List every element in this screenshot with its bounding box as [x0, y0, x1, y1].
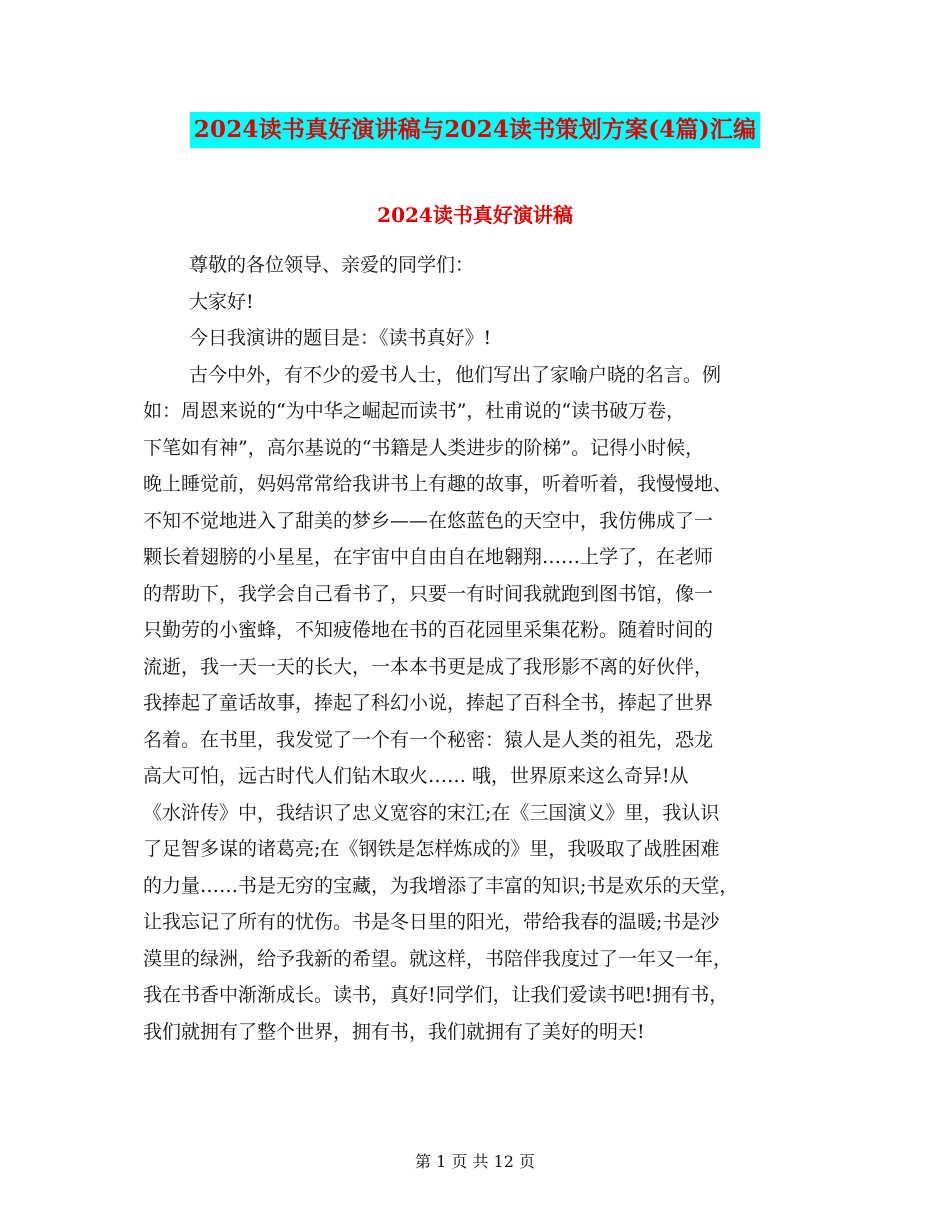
paragraph-line: 古今中外，有不少的爱书人士，他们写出了家喻户晓的名言。例 [189, 363, 722, 386]
paragraph-line: 的帮助下，我学会自己看书了，只要一有时间我就跑到图书馆，像一 [143, 582, 714, 605]
speech-body [143, 219, 815, 1050]
paragraph-line: 的力量……书是无穷的宝藏，为我增添了丰富的知识;书是欢乐的天堂， [143, 874, 739, 897]
paragraph-line: 流逝，我一天一天的长大，一本本书更是成了我形影不离的好伙伴， [143, 655, 714, 678]
paragraph-line: 了足智多谋的诸葛亮;在《钢铁是怎样炼成的》里，我吸取了战胜困难 [143, 838, 720, 860]
document-title: 2024读书真好演讲稿与2024读书策划方案(4篇)汇编 [190, 112, 760, 148]
greeting-line: 大家好! [189, 290, 254, 313]
paragraph-line: 颗长着翅膀的小星星，在宇宙中自由自在地翱翔……上学了，在老师 [143, 546, 714, 568]
paragraph-line: 只勤劳的小蜜蜂，不知疲倦地在书的百花园里采集花粉。随着时间的 [143, 619, 714, 641]
paragraph-line: 高大可怕，远古时代人们钻木取火…… 哦，世界原来这么奇异!从 [143, 765, 689, 787]
paragraph-line: 晚上睡觉前，妈妈常常给我讲书上有趣的故事，听着听着，我慢慢地、 [143, 473, 733, 495]
section-title: 2024读书真好演讲稿 [377, 203, 573, 227]
paragraph-line: 漠里的绿洲，给予我新的希望。就这样，书陪伴我度过了一年又一年， [143, 947, 733, 970]
page-number-footer: 第 1 页 共 12 页 [415, 1152, 535, 1171]
topic-line: 今日我演讲的题目是：《读书真好》! [189, 327, 492, 349]
paragraph-line: 我们就拥有了整个世界，拥有书，我们就拥有了美好的明天! [143, 1020, 645, 1043]
paragraph-line: 不知不觉地进入了甜美的梦乡——在悠蓝色的天空中，我仿佛成了一 [143, 509, 714, 532]
document-title-container [0, 112, 950, 148]
paragraph-line: 让我忘记了所有的忧伤。书是冬日里的阳光，带给我春的温暖;书是沙 [143, 911, 720, 933]
salutation-line: 尊敬的各位领导、亲爱的同学们： [189, 254, 475, 276]
paragraph-line: 我在书香中渐渐成长。读书，真好!同学们，让我们爱读书吧!拥有书， [143, 984, 729, 1006]
paragraph-line: 下笔如有神”，高尔基说的“书籍是人类进步的阶梯”。记得小时候， [143, 436, 705, 459]
paragraph-line: 我捧起了童话故事，捧起了科幻小说，捧起了百科全书，捧起了世界 [143, 692, 714, 714]
paragraph-line: 如：周恩来说的“为中华之崛起而读书”，杜甫说的“读书破万卷， [143, 400, 686, 422]
paragraph-line: 名着。在书里，我发觉了一个有一个秘密：猿人是人类的祖先，恐龙 [143, 728, 714, 751]
paragraph-line: 《水浒传》中，我结识了忠义宽容的宋江;在《三国演义》里，我认识 [143, 801, 720, 824]
